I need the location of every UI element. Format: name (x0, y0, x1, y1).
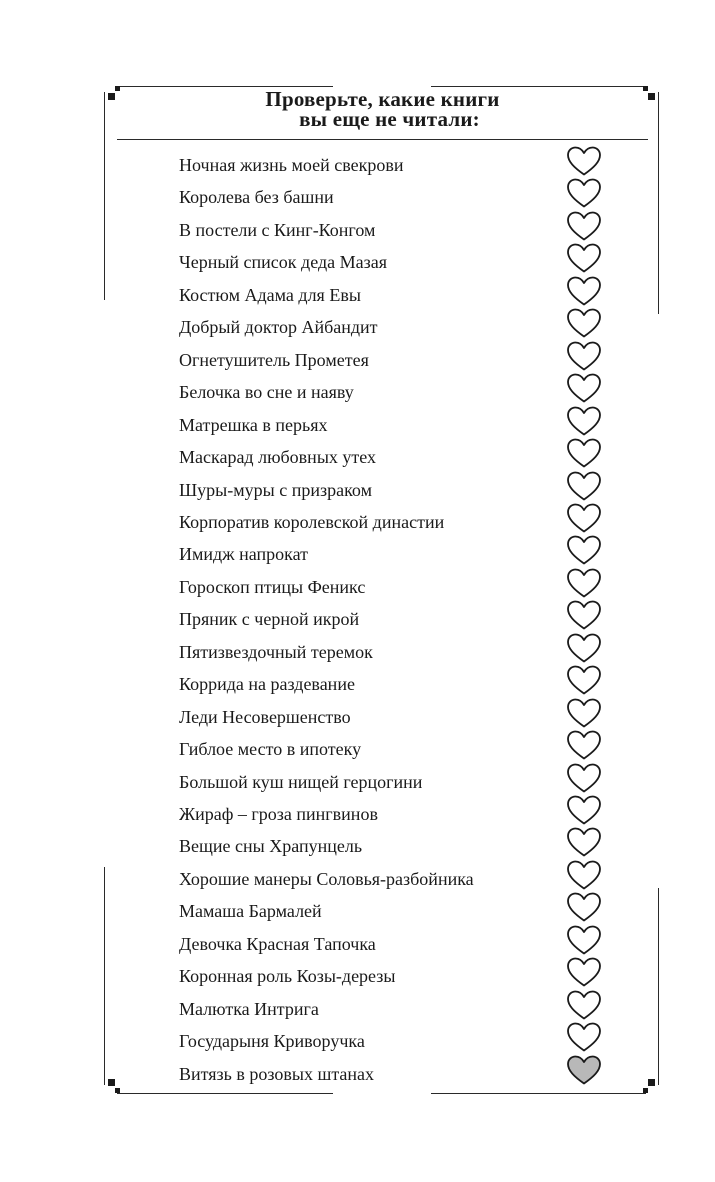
book-title: Леди Несовершенство (179, 706, 351, 727)
book-title: В постели с Кинг-Конгом (179, 219, 376, 240)
book-list-item (0, 933, 715, 965)
heart-outline-icon (566, 794, 602, 826)
heart-outline-icon (566, 242, 602, 274)
heart-outline-icon (566, 502, 602, 534)
book-list-item (0, 414, 715, 446)
book-list-item (0, 284, 715, 316)
book-list-item (0, 771, 715, 803)
book-title: Огнетушитель Прометея (179, 349, 369, 370)
heart-outline-icon (566, 145, 602, 177)
book-list-item (0, 154, 715, 186)
book-list-item (0, 576, 715, 608)
heart-outline-icon (566, 1021, 602, 1053)
book-title: Шуры-муры с призраком (179, 479, 372, 500)
book-list-item (0, 900, 715, 932)
heart-outline-icon (566, 762, 602, 794)
book-title: Маскарад любовных утех (179, 447, 377, 468)
book-list-item (0, 608, 715, 640)
book-title: Хорошие манеры Соловья-разбойника (179, 868, 474, 889)
book-list-item (0, 1063, 715, 1095)
heart-outline-icon (566, 470, 602, 502)
book-title: Черный список деда Мазая (179, 252, 387, 273)
book-list-item (0, 381, 715, 413)
heart-outline-icon (566, 924, 602, 956)
book-list-item (0, 673, 715, 705)
book-list-item (0, 1030, 715, 1062)
book-list-item (0, 965, 715, 997)
book-title: Витязь в розовых штанах (179, 1063, 375, 1084)
book-title: Добрый доктор Айбандит (179, 317, 378, 338)
book-list-item (0, 479, 715, 511)
book-title: Ночная жизнь моей свекрови (179, 155, 404, 175)
book-title: Малютка Интрига (179, 998, 319, 1019)
book-title: Гороскоп птицы Феникс (179, 576, 366, 597)
book-list-item (0, 316, 715, 348)
heart-outline-icon (566, 177, 602, 209)
book-title: Королева без башни (179, 187, 334, 208)
book-title: Имидж напрокат (179, 544, 308, 565)
book-list-item (0, 543, 715, 575)
heart-outline-icon (566, 632, 602, 664)
book-list-item (0, 641, 715, 673)
book-list-item (0, 251, 715, 283)
book-list-item (0, 803, 715, 835)
heart-outline-icon (566, 405, 602, 437)
heart-outline-icon (566, 307, 602, 339)
heart-outline-icon (566, 859, 602, 891)
heart-outline-icon (566, 826, 602, 858)
book-title: Костюм Адама для Евы (179, 284, 361, 305)
book-title: Девочка Красная Тапочка (179, 933, 376, 954)
book-title: Пятизвездочный теремок (179, 641, 373, 662)
book-list-item (0, 835, 715, 867)
book-list-item (0, 511, 715, 543)
book-title: Мамаша Бармалей (179, 901, 322, 922)
book-title: Матрешка в перьях (179, 414, 328, 435)
book-title: Коррида на раздевание (179, 674, 355, 695)
heart-outline-icon (566, 891, 602, 923)
heart-outline-icon (566, 275, 602, 307)
heart-outline-icon (566, 210, 602, 242)
book-list-item (0, 186, 715, 218)
book-list-item (0, 868, 715, 900)
page-title-line-1: Проверьте, какие книги (265, 87, 500, 111)
book-title: Большой куш нищей герцогини (179, 771, 423, 792)
book-title: Коронная роль Козы-дерезы (179, 966, 396, 987)
book-title: Вещие сны Храпунцель (179, 836, 363, 857)
heart-outline-icon (566, 534, 602, 566)
book-title: Пряник с черной икрой (179, 609, 360, 630)
heart-outline-icon (566, 567, 602, 599)
heart-filled-icon (566, 1054, 602, 1086)
book-list-item (0, 219, 715, 251)
book-title: Белочка во сне и наяву (179, 382, 354, 403)
book-title: Корпоратив королевской династии (179, 511, 445, 532)
page-title-line-2: вы еще не читали: (299, 107, 480, 131)
heart-outline-icon (566, 599, 602, 631)
book-list-item (0, 446, 715, 478)
heart-outline-icon (566, 729, 602, 761)
book-title: Государыня Криворучка (179, 1031, 365, 1052)
heart-outline-icon (566, 697, 602, 729)
heart-outline-icon (566, 437, 602, 469)
book-title: Жираф – гроза пингвинов (179, 804, 378, 824)
book-list-item (0, 349, 715, 381)
book-list-item (0, 998, 715, 1030)
book-title: Гиблое место в ипотеку (179, 739, 362, 760)
heart-outline-icon (566, 340, 602, 372)
heart-outline-icon (566, 372, 602, 404)
heart-outline-icon (566, 989, 602, 1021)
book-list-item (0, 738, 715, 770)
heart-outline-icon (566, 664, 602, 696)
heart-outline-icon (566, 956, 602, 988)
book-list-item (0, 706, 715, 738)
